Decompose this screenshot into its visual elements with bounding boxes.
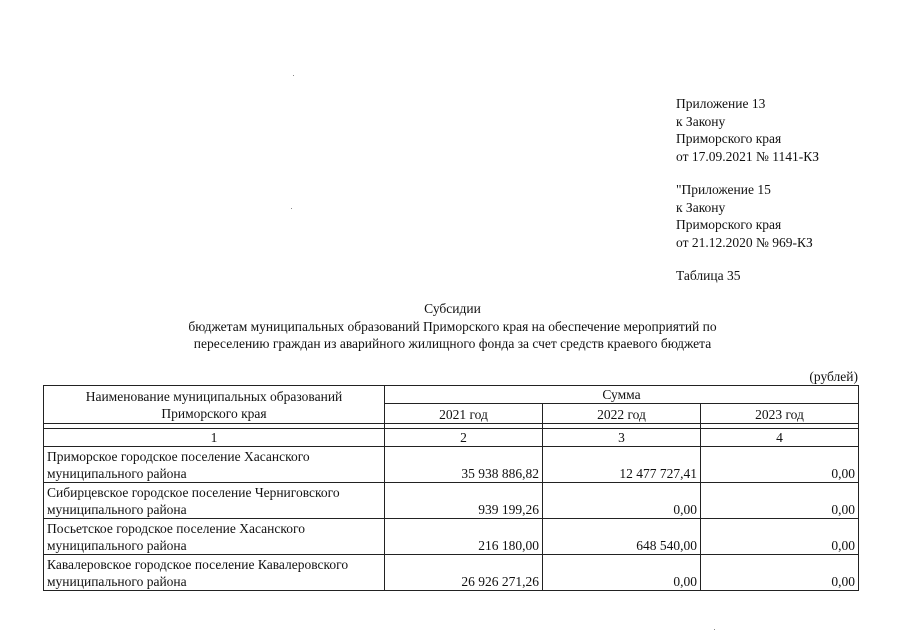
column-numbers-row <box>44 429 859 447</box>
appendix-current-reference <box>676 95 819 165</box>
table-header-row <box>44 386 859 404</box>
appendix-original-line: от 21.12.2020 № 969-КЗ <box>676 234 813 250</box>
title-line: Субсидии <box>424 301 481 316</box>
header-year-2021: 2021 год <box>385 404 543 424</box>
appendix-original-line: Приморского края <box>676 217 782 232</box>
appendix-original-line: "Приложение 15 <box>676 182 771 197</box>
subsidies-table <box>43 385 859 591</box>
header-year-2023: 2023 год <box>701 404 859 424</box>
header-year-2022: 2022 год <box>543 404 701 424</box>
amount-2023: 0,00 <box>701 555 859 591</box>
title-line: бюджетам муниципальных образований Приморского края на обеспечение мероприятий по <box>188 318 717 334</box>
document-title <box>0 300 905 353</box>
table-number: Таблица 35 <box>676 268 741 283</box>
table-row <box>44 555 859 591</box>
appendix-original-reference <box>676 181 813 251</box>
scan-speck <box>291 208 292 209</box>
amount-2021: 216 180,00 <box>385 519 543 555</box>
scan-speck <box>293 75 294 76</box>
amount-2022: 648 540,00 <box>543 519 701 555</box>
amount-2022: 0,00 <box>543 555 701 591</box>
appendix-current-line: Приложение 13 <box>676 96 766 111</box>
scan-speck <box>714 629 715 630</box>
title-line: переселению граждан из аварийного жилищного фонда за счет средств краевого бюджета <box>193 336 712 351</box>
municipality-name: Кавалеровское городское поселение Кавалеровского муниципального района <box>44 555 385 591</box>
amount-2023: 0,00 <box>701 483 859 519</box>
column-number: 1 <box>44 429 385 447</box>
table-row <box>44 483 859 519</box>
appendix-original-line: к Закону <box>676 199 726 215</box>
column-number: 4 <box>701 429 859 447</box>
amount-2023: 0,00 <box>701 519 859 555</box>
column-number: 3 <box>543 429 701 447</box>
header-municipality-name: Наименование муниципальных образований Приморского края <box>44 386 385 424</box>
table-row <box>44 447 859 483</box>
amount-2021: 939 199,26 <box>385 483 543 519</box>
amount-2021: 26 926 271,26 <box>385 555 543 591</box>
column-number: 2 <box>385 429 543 447</box>
units-label: (рублей) <box>809 369 858 384</box>
table-row <box>44 519 859 555</box>
amount-2023: 0,00 <box>701 447 859 483</box>
amount-2022: 12 477 727,41 <box>543 447 701 483</box>
header-sum: Сумма <box>385 386 859 404</box>
municipality-name: Приморское городское поселение Хасанского муниципального района <box>44 447 385 483</box>
appendix-current-line: к Закону <box>676 113 726 129</box>
municipality-name: Посьетское городское поселение Хасанского муниципального района <box>44 519 385 555</box>
appendix-current-line: от 17.09.2021 № 1141-КЗ <box>676 148 819 164</box>
appendix-current-line: Приморского края <box>676 131 782 146</box>
amount-2022: 0,00 <box>543 483 701 519</box>
amount-2021: 35 938 886,82 <box>385 447 543 483</box>
municipality-name: Сибирцевское городское поселение Черниговского муниципального района <box>44 483 385 519</box>
